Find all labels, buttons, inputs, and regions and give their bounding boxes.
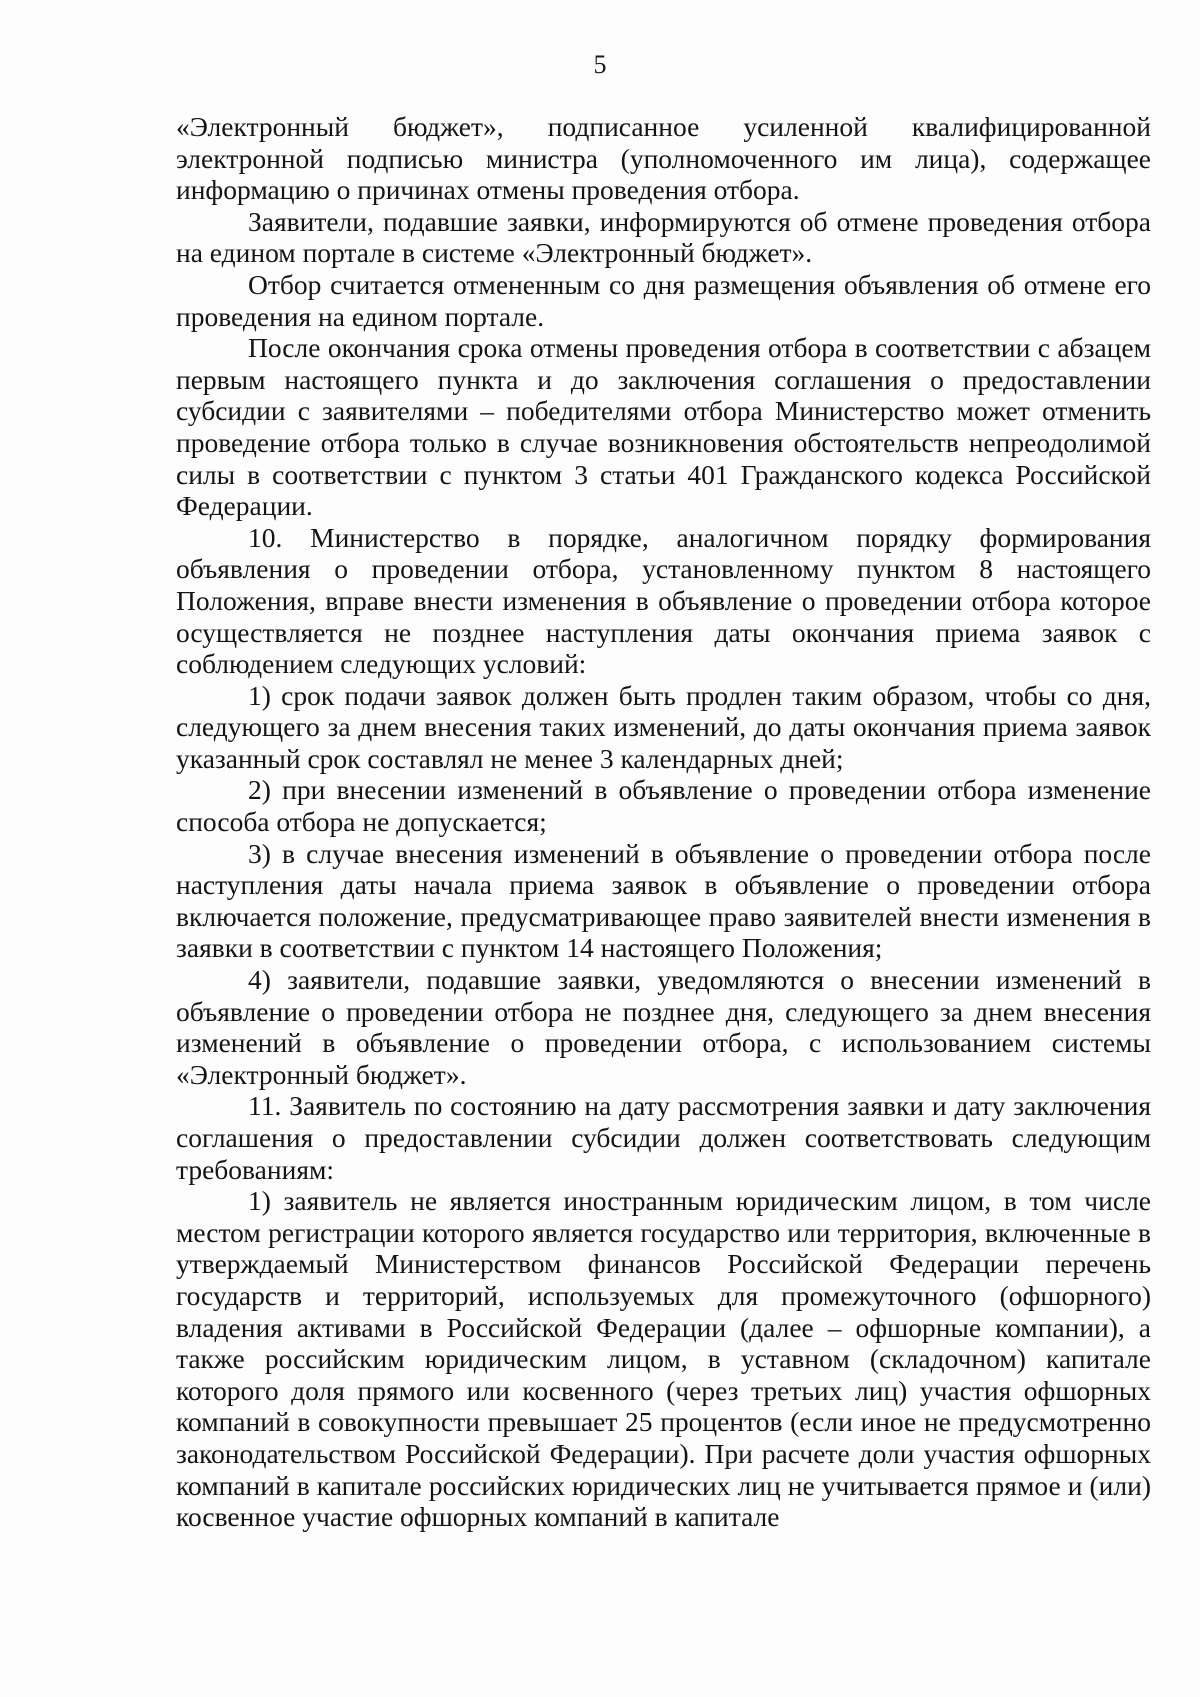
paragraph-applicants-informed: Заявители, подавшие заявки, информируются об отмене проведения отбора на едином портале в системе «Электронный бюджет».	[176, 205, 1151, 269]
paragraph-item-10: 10. Министерство в порядке, аналогичном порядку формирования объявления о проведении отбора, установленному пунктом 8 настоящего Положения, вправе внести изменения в объявление о проведении отбора которое осуществляется не позднее наступления даты окончания приема заявок с соблюдением следующих условий:	[176, 521, 1151, 680]
paragraph-item-10-condition-4: 4) заявители, подавшие заявки, уведомляются о внесении изменений в объявление о проведении отбора не позднее дня, следующего за днем внесения изменений в объявление о проведении отбора, с использованием системы «Электронный бюджет».	[176, 964, 1151, 1090]
paragraph-item-10-condition-1: 1) срок подачи заявок должен быть продлен таким образом, чтобы со дня, следующего за днем внесения таких изменений, до даты окончания приема заявок указанный срок составлял не менее 3 календарных дней;	[176, 679, 1151, 774]
paragraph-item-10-condition-2: 2) при внесении изменений в объявление о проведении отбора изменение способа отбора не допускается;	[176, 774, 1151, 838]
paragraph-item-10-condition-3: 3) в случае внесения изменений в объявление о проведении отбора после наступления даты начала приема заявок в объявление о проведении отбора включается положение, предусматривающее право заявителей внести изменения в заявки в соответствии с пунктом 14 настоящего Положения;	[176, 837, 1151, 964]
paragraph-item-11: 11. Заявитель по состоянию на дату рассмотрения заявки и дату заключения соглашения о предоставлении субсидии должен соответствовать следующим требованиям:	[176, 1090, 1151, 1185]
paragraph-intro-continuation: «Электронный бюджет», подписанное усиленной квалифицированной электронной подписью министра (уполномоченного им лица), содержащее информацию о причинах отмены проведения отбора.	[176, 111, 1151, 206]
document-body	[176, 111, 1151, 1533]
paragraph-item-11-requirement-1: 1) заявитель не является иностранным юридическим лицом, в том числе местом регистрации которого является государство или территория, включенные в утверждаемый Министерством финансов Российской Федерации перечень государств и территорий, используемых для промежуточного (офшорного) владения активами в Российской Федерации (далее – офшорные компании), а также российским юридическим лицом, в уставном (складочном) капитале которого доля прямого или косвенного (через третьих лиц) участия офшорных компаний в совокупности превышает 25 процентов (если иное не предусмотренно законодательством Российской Федерации). При расчете доли участия офшорных компаний в капитале российских юридических лиц не учитывается прямое и (или) косвенное участие офшорных компаний в капитале	[176, 1185, 1151, 1533]
paragraph-selection-cancelled: Отбор считается отмененным со дня размещения объявления об отмене его проведения на едином портале.	[176, 268, 1151, 332]
page-number: 5	[593, 50, 607, 79]
paragraph-force-majeure: После окончания срока отмены проведения отбора в соответствии с абзацем первым настоящего пункта и до заключения соглашения о предоставлении субсидии с заявителями – победителями отбора Министерство может отменить проведение отбора только в случае возникновения обстоятельств непреодолимой силы в соответствии с пунктом 3 статьи 401 Гражданского кодекса Российской Федерации.	[176, 332, 1151, 522]
